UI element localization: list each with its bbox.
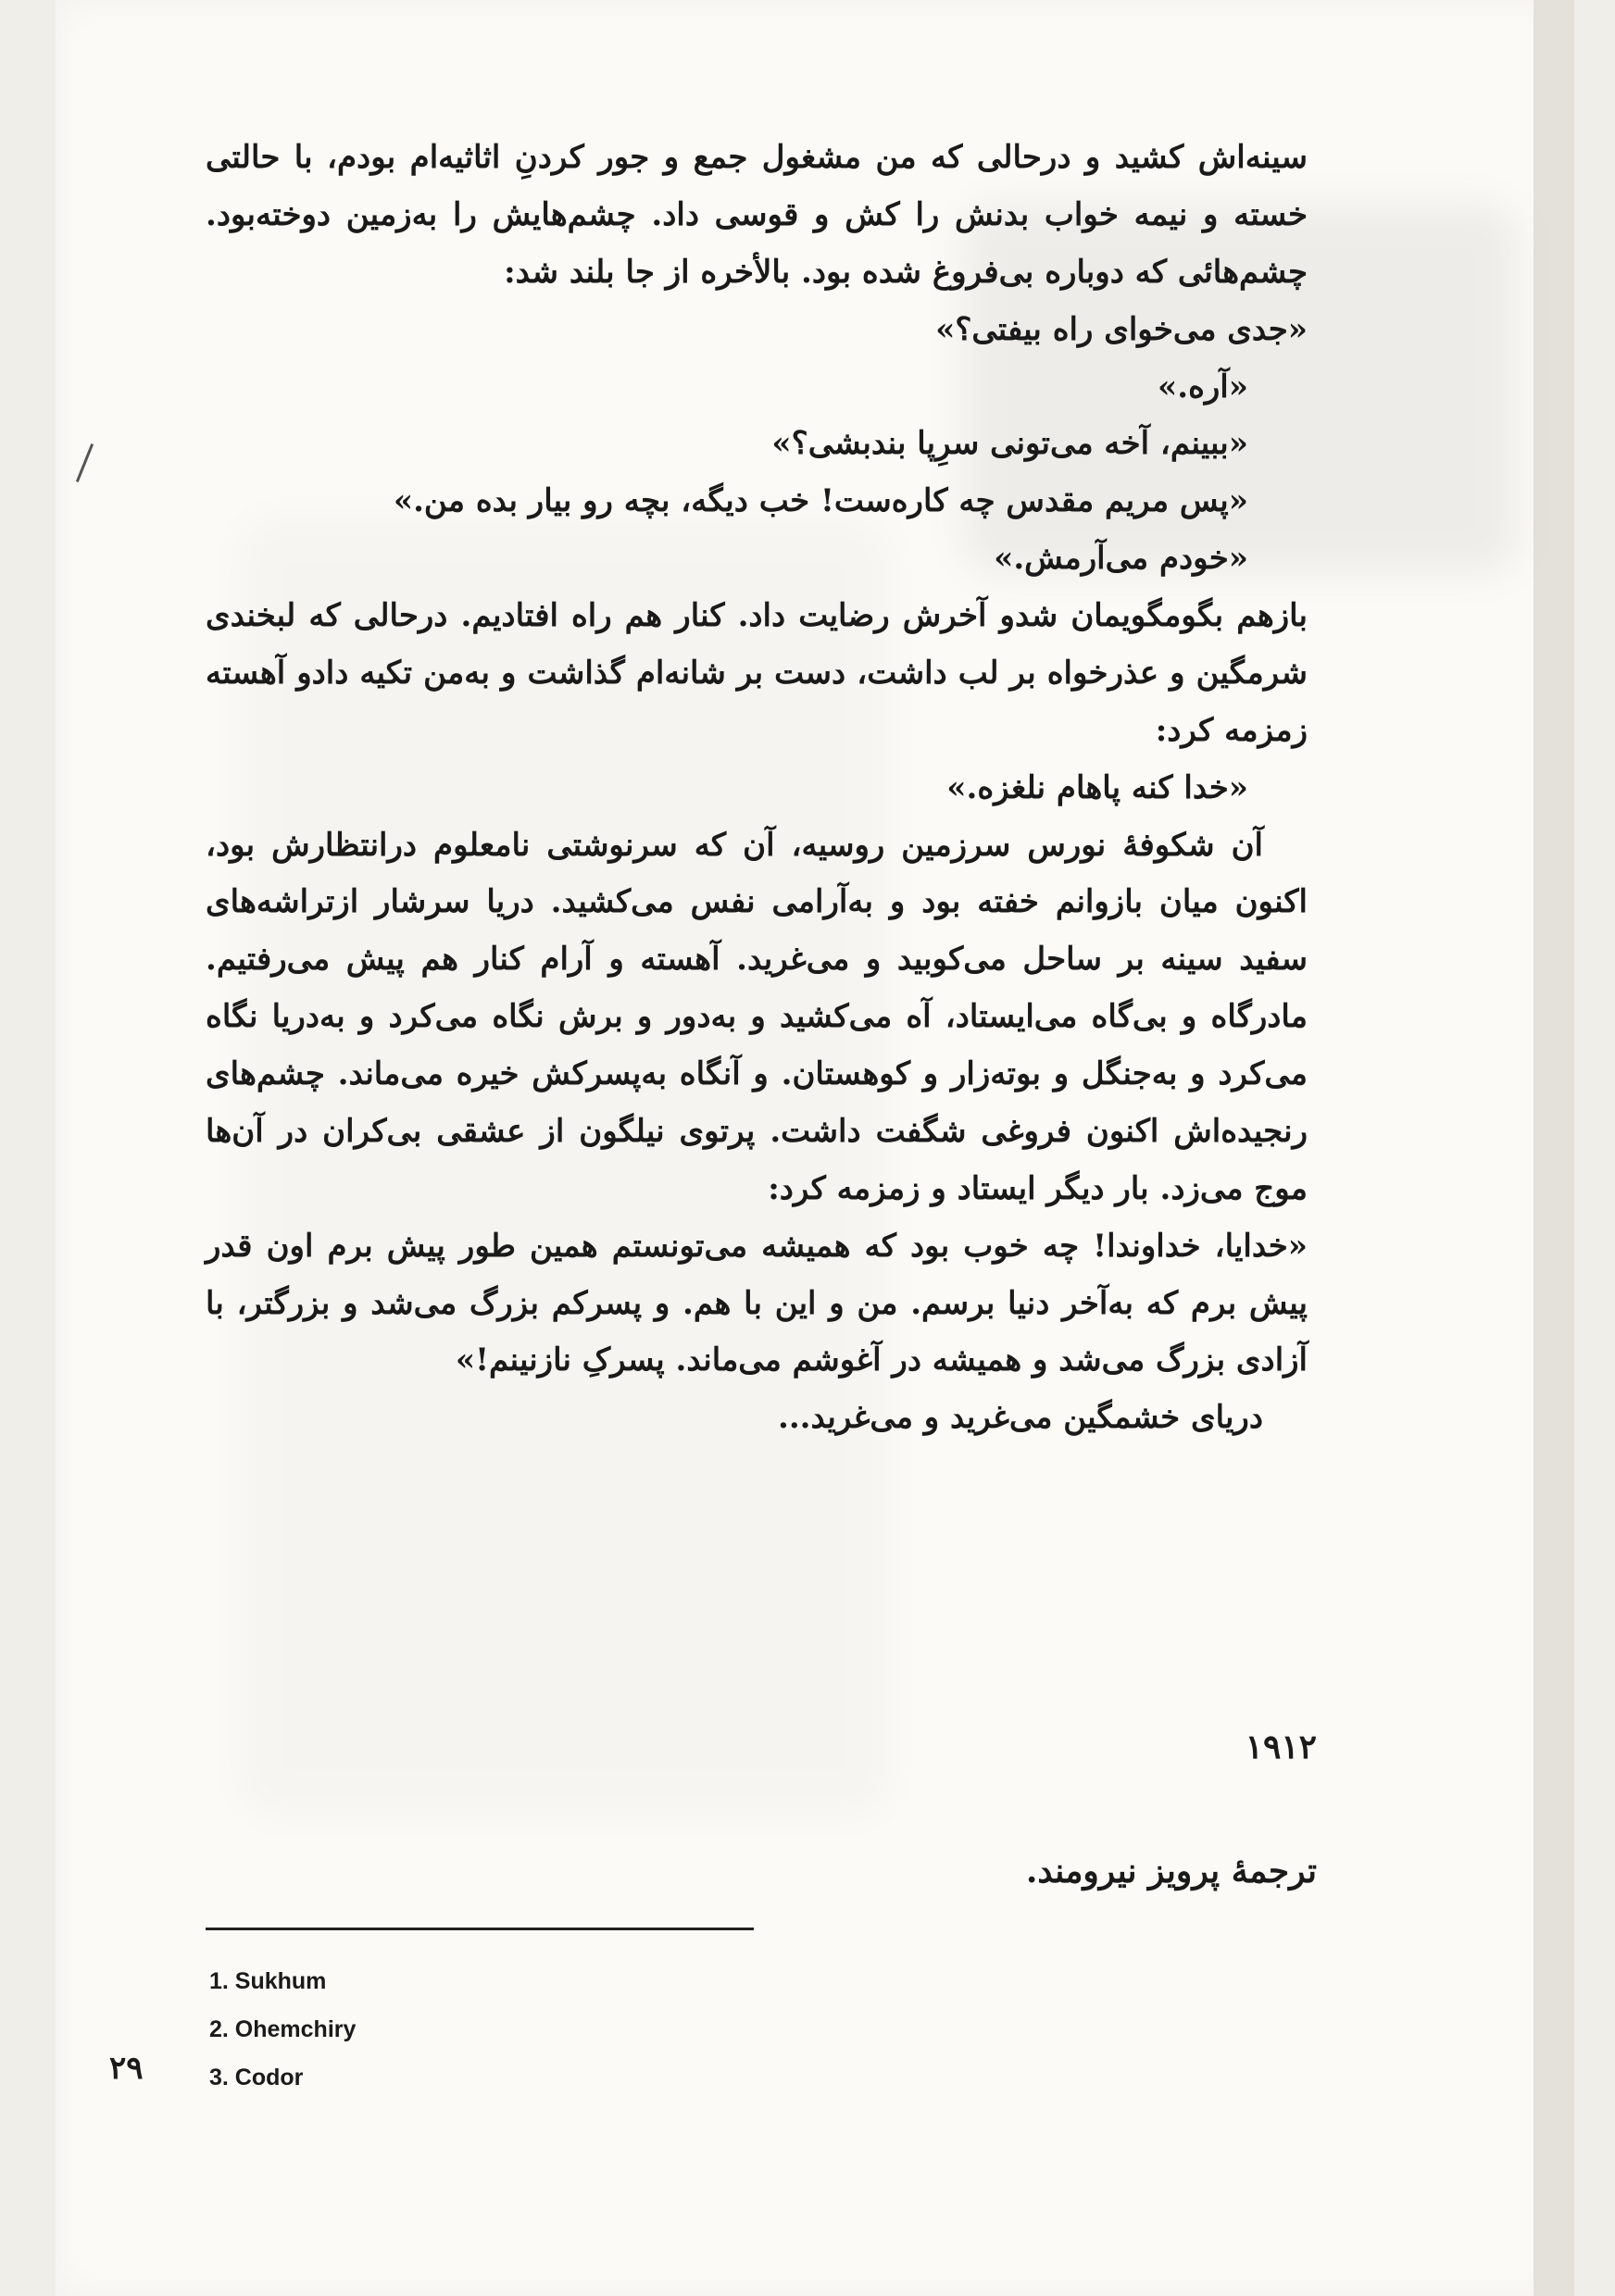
paragraph: دریای خشمگین می‌غرید و می‌غرید... (778, 1399, 1263, 1437)
year-label: ۱۹۱۲ (1245, 1728, 1317, 1766)
dialog-line: «جدی می‌خوای راه بیفتی؟» (935, 310, 1308, 348)
dialog-line: «خودم می‌آرمش.» (994, 540, 1248, 578)
page-number: ۲۹ (109, 2050, 144, 2087)
paragraph: «خدایا، خداوندا! چه خوب بود که همیشه می‌تونستم همین طور پیش برم اون قدر پیش برم که به‌آخر دنیا برسم. من و این با هم. و پسرکم بزرگ می‌شد و بزرگتر، با آزادی بزرگ می‌شد و همیشه در آغوشم می‌ماند. پسرکِ نازنینم!» (206, 1227, 1308, 1379)
page-edge (1534, 0, 1574, 2296)
dialog-line: «خدا کنه پاهام نلغزه.» (946, 768, 1248, 806)
paragraph: سینه‌اش کشید و درحالی که من مشغول جمع و جور کردنِ اثاثیه‌ام بودم، با حالتی خسته و نیمه خواب بدنش را کش و قوسی داد. چشم‌هایش را به‌زمین دوخته‌بود. چشم‌هائی که دوباره بی‌فروغ شده بود. بالأخره از جا بلند شد: (206, 139, 1308, 291)
dialog-line: «پس مریم مقدس چه کاره‌ست! خب دیگه، بچه رو بیار بده من.» (393, 482, 1248, 520)
footnotes (209, 1957, 356, 2102)
dialog-line: «ببینم، آخه می‌تونی سرِپا بندبشی؟» (771, 425, 1248, 463)
footnote-item: 1. Sukhum (209, 1968, 327, 1994)
paragraph: آن شکوفهٔ نورس سرزمین روسیه، آن که سرنوشتی نامعلوم درانتظارش بود، اکنون میان بازوانم خفته بود و به‌آرامی نفس می‌کشید. دریا سرشار ازتراشه‌های سفید سینه بر ساحل می‌کوبید و می‌غرید. آهسته و آرام کنار هم پیش می‌رفتیم. مادرگاه و بی‌گاه می‌ایستاد، آه می‌کشید و به‌دور و برش نگاه می‌کرد و به‌دریا نگاه می‌کرد و به‌جنگل و بوته‌زار و کوهستان. و آنگاه به‌پسرکش خیره می‌ماند. چشم‌های رنجیده‌اش اکنون فروغی شگفت داشت. پرتوی نیلگون از عشقی بی‌کران در آن‌ها موج می‌زد. بار دیگر ایستاد و زمزمه کرد: (206, 826, 1308, 1207)
body-text (206, 130, 1308, 1447)
footnote-rule (206, 1928, 754, 1930)
paragraph: بازهم بگومگویمان شدو آخرش رضایت داد. کنار هم راه افتادیم. درحالی که لبخندی شرمگین و عذرخواه بر لب داشت، دست بر شانه‌ام گذاشت و به‌من تکیه دادو آهسته زمزمه کرد: (206, 597, 1308, 749)
translator-credit: ترجمهٔ پرویز نیرومند. (1025, 1852, 1317, 1890)
dialog-line: «آره.» (1157, 368, 1248, 406)
footnote-item: 3. Codor (209, 2065, 304, 2090)
footnote-item: 2. Ohemchiry (209, 2016, 357, 2042)
